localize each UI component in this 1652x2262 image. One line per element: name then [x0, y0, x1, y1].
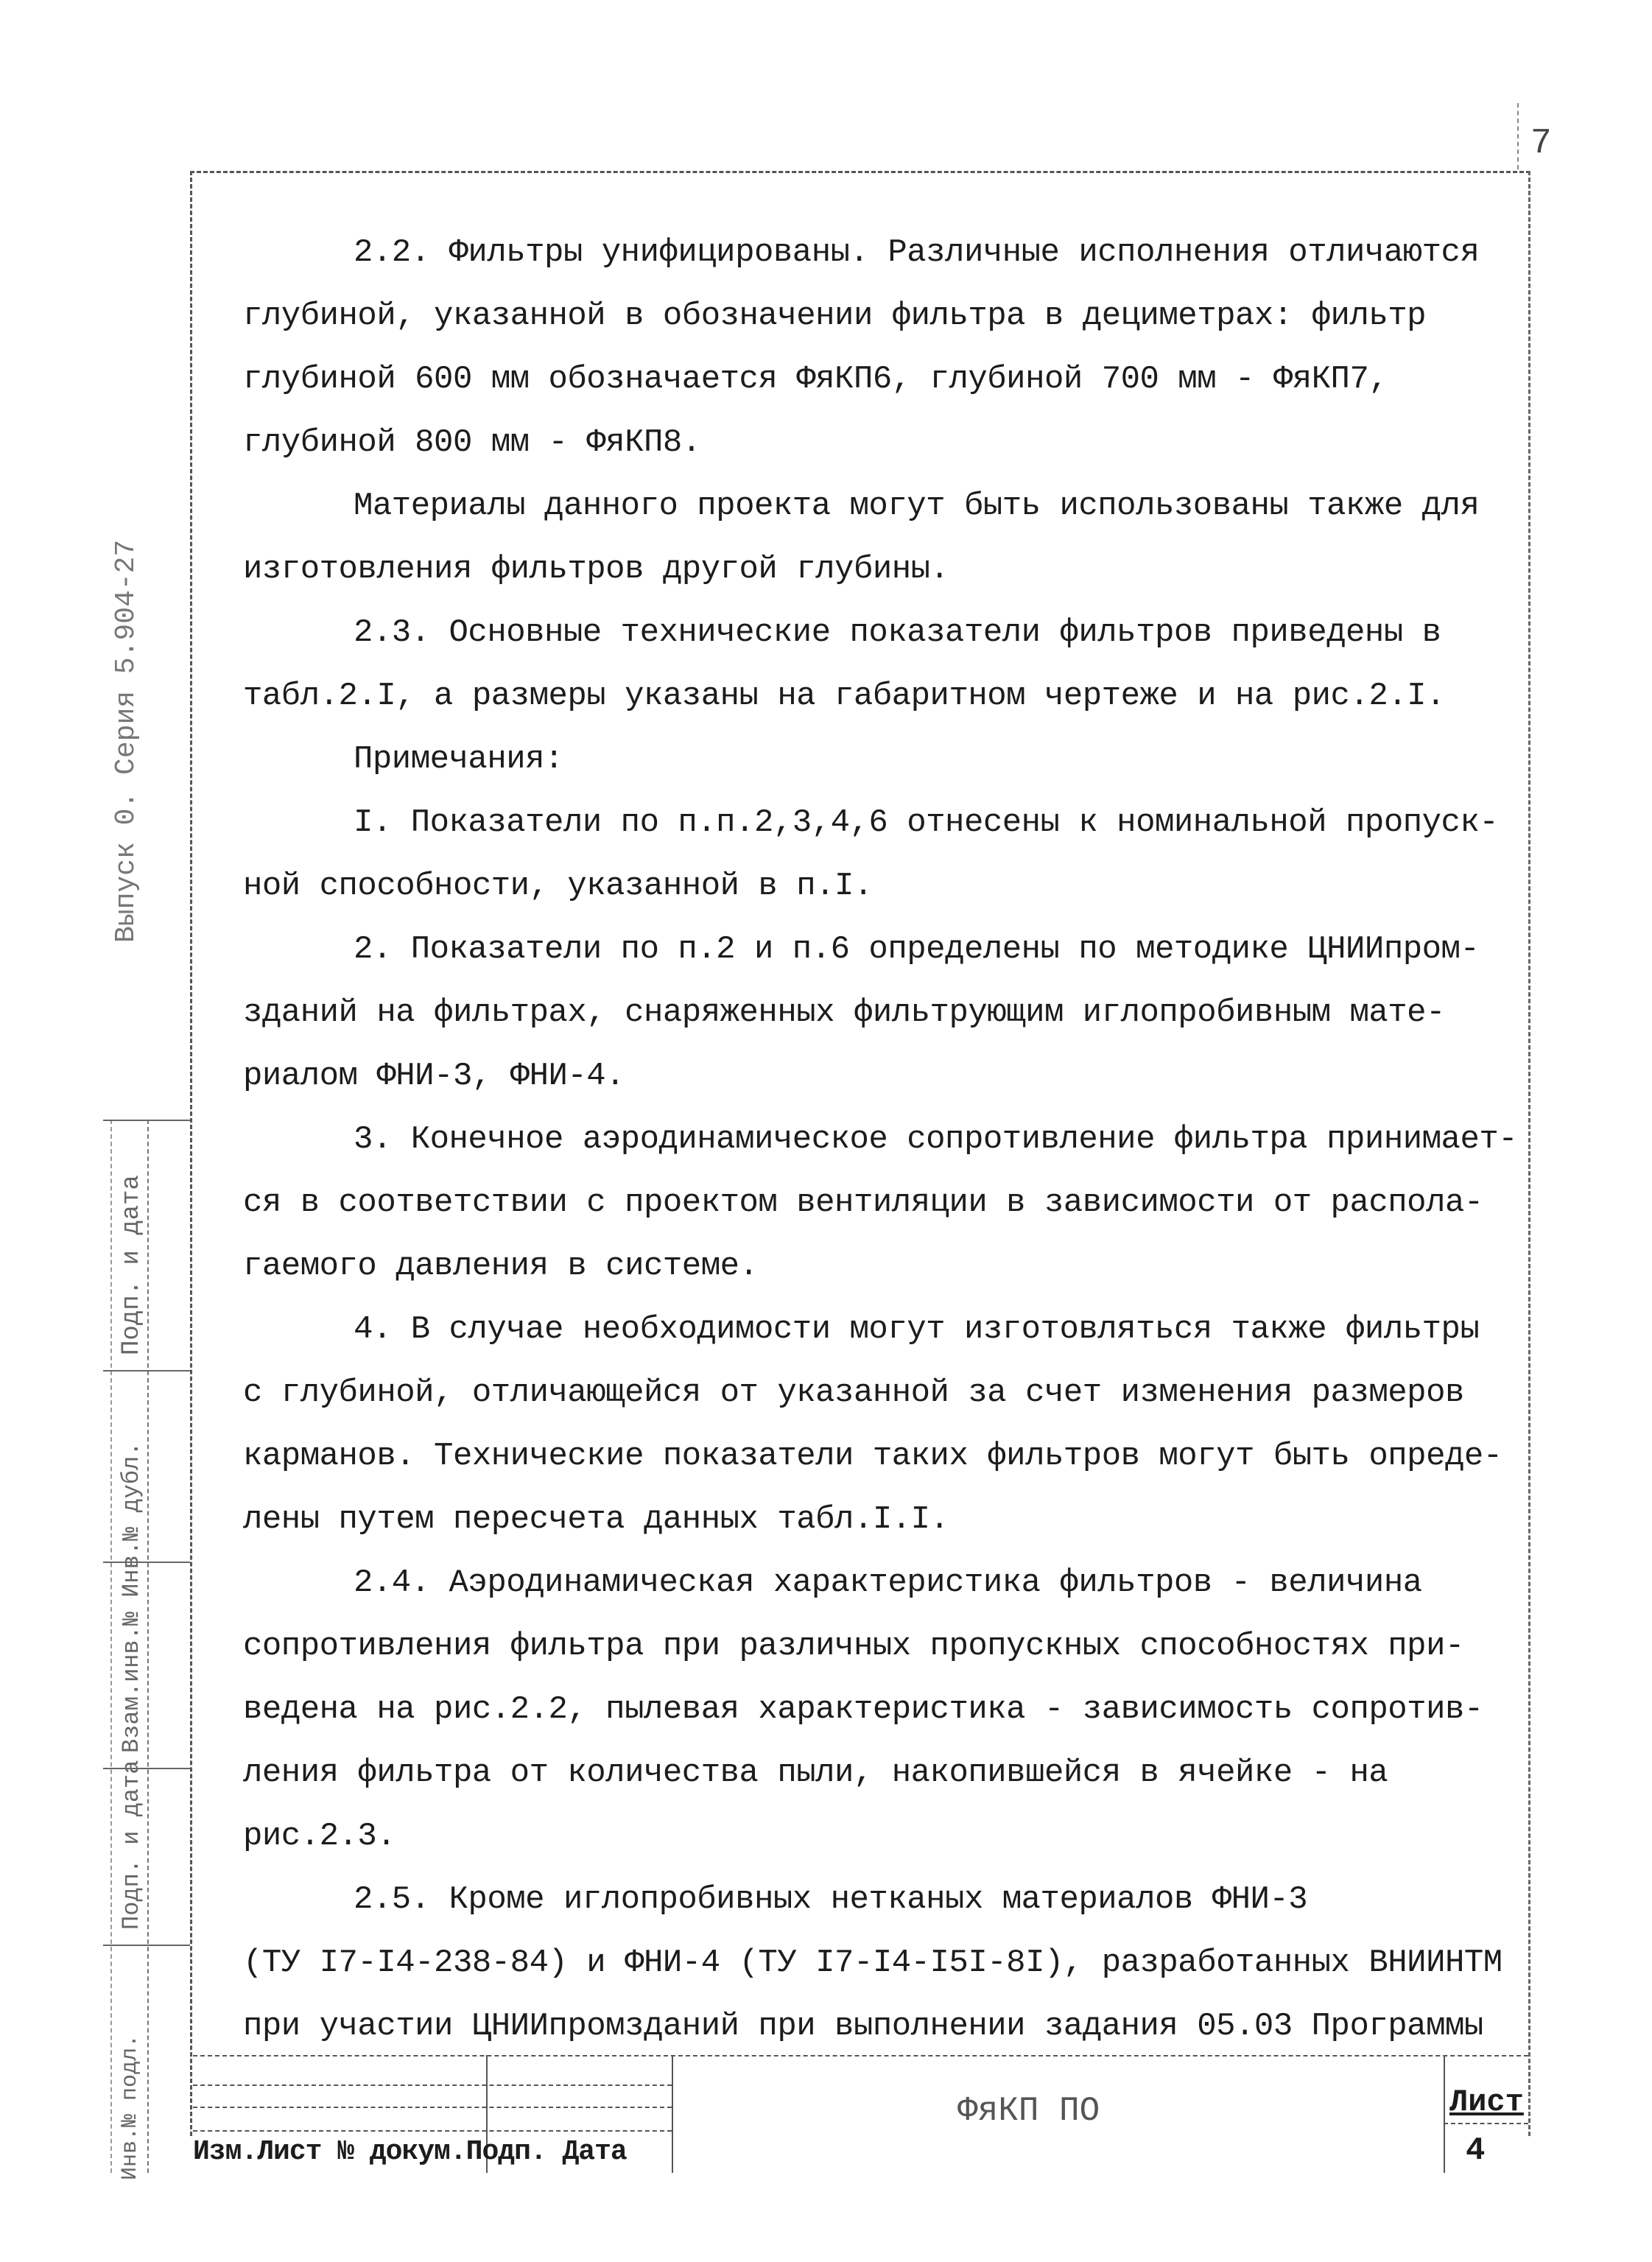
frame-top-border — [190, 171, 1530, 173]
paragraph-line: 4. В случае необходимости могут изготовляться также фильтры — [354, 1311, 1480, 1348]
stamp-column-line — [147, 1120, 149, 2173]
paragraph-line: ной способности, указанной в п.I. — [243, 868, 873, 905]
paragraph-line: 2.4. Аэродинамическая характеристика фильтров - величина — [354, 1564, 1422, 1601]
page-number: 7 — [1530, 124, 1552, 164]
paragraph-line: гаемого давления в системе. — [243, 1248, 759, 1285]
title-block-columns: Изм.Лист № докум.Подп. Дата — [193, 2136, 627, 2168]
title-block-col-line — [1444, 2055, 1445, 2173]
paragraph-line: рис.2.3. — [243, 1818, 396, 1855]
title-block-sheet-line — [1444, 2123, 1528, 2124]
paragraph-line: табл.2.I, а размеры указаны на габаритном чертеже и на рис.2.I. — [243, 678, 1445, 714]
title-block-col-line — [672, 2055, 673, 2173]
paragraph-line: 2.5. Кроме иглопробивных нетканых материалов ФНИ-3 — [354, 1881, 1308, 1918]
paragraph-line: глубиной, указанной в обозначении фильтра в дециметрах: фильтр — [243, 298, 1427, 334]
paragraph-line: глубиной 600 мм обозначается ФяКП6, глубиной 700 мм - ФяКП7, — [243, 361, 1388, 398]
paragraph-line: изготовления фильтров другой глубины. — [243, 551, 949, 588]
stamp-sign-date-label: Подп. и дата — [118, 1760, 145, 1930]
stamp-inv-label: Инв.№ подл. — [118, 2034, 143, 2180]
stamp-cell-divider — [103, 1120, 190, 1121]
title-block-row-line — [193, 2107, 672, 2108]
stamp-column-line — [110, 1120, 112, 2173]
document-body — [243, 221, 1517, 2058]
title-block-row-line — [193, 2084, 672, 2086]
paragraph-line: сопротивления фильтра при различных пропускных способностях при- — [243, 1628, 1464, 1665]
title-block-row-line — [193, 2130, 672, 2132]
paragraph-line: 3. Конечное аэродинамическое сопротивление фильтра принимает- — [354, 1121, 1518, 1158]
paragraph-line: лены путем пересчета данных табл.I.I. — [243, 1501, 949, 1538]
paragraph-line: ления фильтра от количества пыли, накопившейся в ячейке - на — [243, 1755, 1388, 1791]
stamp-cell-divider — [103, 1945, 190, 1946]
stamp-cell-divider — [103, 1370, 190, 1371]
document-code: ФяКП ПО — [957, 2092, 1100, 2130]
paragraph-line: зданий на фильтрах, снаряженных фильтрующим иглопробивным мате- — [243, 994, 1445, 1031]
paragraph-line: карманов. Технические показатели таких фильтров могут быть опреде- — [243, 1438, 1502, 1475]
paragraph-line: Примечания: — [354, 741, 563, 778]
sheet-label: Лист — [1449, 2084, 1524, 2120]
paragraph-line: 2.2. Фильтры унифицированы. Различные исполнения отличаются — [354, 234, 1480, 271]
paragraph-line: глубиной 800 мм - ФяКП8. — [243, 424, 701, 461]
frame-right-border — [1528, 171, 1530, 2136]
paragraph-line: риалом ФНИ-3, ФНИ-4. — [243, 1058, 625, 1095]
stamp-replace-label: Взам.инв.№ Инв.№ дубл. — [118, 1441, 145, 1753]
sheet-number: 4 — [1466, 2132, 1486, 2169]
stamp-cell-divider — [103, 1562, 190, 1563]
paragraph-line: 2. Показатели по п.2 и п.6 определены по методике ЦНИИпром- — [354, 931, 1480, 968]
paragraph-line: ся в соответствии с проектом вентиляции в зависимости от распола- — [243, 1184, 1483, 1221]
paragraph-line: (ТУ I7-I4-238-84) и ФНИ-4 (ТУ I7-I4-I5I-8I), разработанных ВНИИНТМ — [243, 1945, 1502, 1981]
stamp-date-label: Подп. и дата — [118, 1175, 146, 1355]
paragraph-line: при участии ЦНИИпромзданий при выполнении задания 05.03 Программы — [243, 2008, 1483, 2045]
paragraph-line: Материалы данного проекта могут быть использованы также для — [354, 488, 1480, 524]
series-label: Выпуск 0. Серия 5.904-27 — [110, 539, 142, 943]
title-block-top-line — [193, 2055, 1528, 2056]
corner-mark — [1517, 103, 1519, 169]
frame-left-border — [190, 171, 192, 2136]
paragraph-line: с глубиной, отличающейся от указанной за счет изменения размеров — [243, 1374, 1464, 1411]
paragraph-line: 2.3. Основные технические показатели фильтров приведены в — [354, 614, 1441, 651]
paragraph-line: ведена на рис.2.2, пылевая характеристика - зависимость сопротив- — [243, 1691, 1483, 1728]
paragraph-line: I. Показатели по п.п.2,3,4,6 отнесены к номинальной пропуск- — [354, 804, 1499, 841]
stamp-cell-divider — [103, 1768, 190, 1769]
